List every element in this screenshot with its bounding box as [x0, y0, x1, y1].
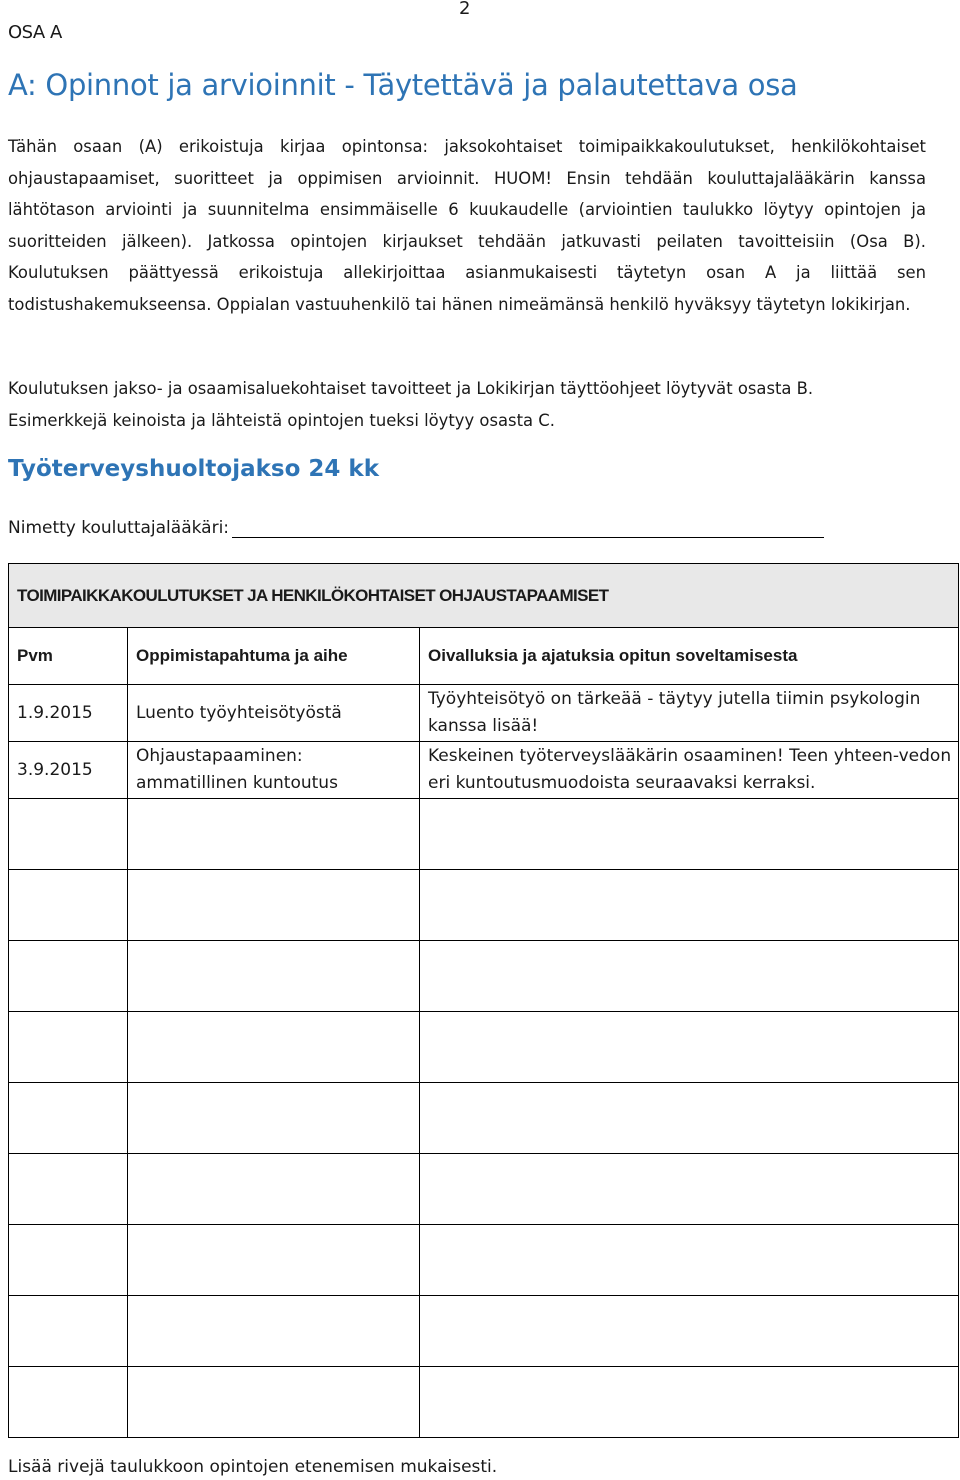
event-cell[interactable]: Luento työyhteisötyöstä: [128, 685, 420, 742]
table-row: [9, 941, 959, 1012]
event-cell[interactable]: [128, 1225, 420, 1296]
date-cell[interactable]: [9, 1225, 128, 1296]
insight-cell[interactable]: [420, 941, 959, 1012]
insight-cell[interactable]: Työyhteisötyö on tärkeää - täytyy jutella tiimin psykologin kanssa lisää!: [420, 685, 959, 742]
trainer-label: Nimetty kouluttajalääkäri:: [8, 518, 230, 538]
info-block: [8, 373, 938, 436]
column-header-event: Oppimistapahtuma ja aihe: [128, 628, 420, 685]
table-row: [9, 685, 959, 742]
event-cell[interactable]: [128, 1296, 420, 1367]
info-line-examples: Esimerkkejä keinoista ja lähteistä opintojen tueksi löytyy osasta C.: [8, 410, 555, 430]
table-row: [9, 1083, 959, 1154]
insight-cell[interactable]: [420, 1225, 959, 1296]
table-footnote: Lisää rivejä taulukkoon opintojen etenemisen mukaisesti.: [8, 1457, 498, 1477]
event-cell[interactable]: [128, 799, 420, 870]
event-cell[interactable]: [128, 1154, 420, 1225]
date-cell[interactable]: [9, 870, 128, 941]
section-label: OSA A: [8, 22, 62, 43]
intro-paragraph: Tähän osaan (A) erikoistuja kirjaa opintonsa: jaksokohtaiset toimipaikkakoulutukset, henkilökohtaiset ohjaustapaamiset, suoritteet ja oppimisen arvioinnit. HUOM! Ensin tehdään kouluttajalääkärin kanssa lähtötason arviointi ja suunnitelma ensimmäiselle 6 kuukaudelle (arviointien taulukko löytyy opintojen ja suoritteiden jälkeen). Jatkossa opintojen kirjaukset tehdään jatkuvasti peilaten tavoitteisiin (Osa B). Koulutuksen päättyessä erikoistuja allekirjoittaa asianmukaisesti täytetyn osan A ja liittää sen todistushakemukseensa. Oppialan vastuuhenkilö tai hänen nimeämänsä henkilö hyväksyy täytetyn lokikirjan.: [8, 137, 926, 314]
insight-cell[interactable]: [420, 1296, 959, 1367]
training-log-table: [8, 563, 959, 1438]
event-cell[interactable]: [128, 1012, 420, 1083]
date-cell[interactable]: 3.9.2015: [9, 742, 128, 799]
date-cell[interactable]: [9, 941, 128, 1012]
insight-cell[interactable]: [420, 870, 959, 941]
table-row: [9, 1296, 959, 1367]
column-header-insight: Oivalluksia ja ajatuksia opitun soveltamisesta: [420, 628, 959, 685]
event-cell[interactable]: [128, 941, 420, 1012]
event-cell[interactable]: [128, 1367, 420, 1438]
table-row: [9, 1154, 959, 1225]
table-row: [9, 870, 959, 941]
page-title: A: Opinnot ja arvioinnit - Täytettävä ja palautettava osa: [8, 68, 798, 102]
info-line-objectives: Koulutuksen jakso- ja osaamisaluekohtaiset tavoitteet ja Lokikirjan täyttöohjeet löytyvät osasta B.: [8, 379, 814, 398]
trainer-name-field[interactable]: [232, 517, 824, 538]
table-row: [9, 1012, 959, 1083]
table-row: [9, 1225, 959, 1296]
column-header-date: Pvm: [9, 628, 128, 685]
trainer-field-row: [8, 517, 824, 538]
date-cell[interactable]: [9, 1083, 128, 1154]
insight-cell[interactable]: [420, 799, 959, 870]
insight-cell[interactable]: [420, 1367, 959, 1438]
table-title-row: [9, 564, 959, 628]
section-subheading: Työterveyshuoltojakso 24 kk: [8, 456, 379, 482]
date-cell[interactable]: [9, 1367, 128, 1438]
insight-cell[interactable]: Keskeinen työterveyslääkärin osaaminen! Teen yhteen-vedon eri kuntoutusmuodoista seuraavaksi kerraksi.: [420, 742, 959, 799]
insight-cell[interactable]: [420, 1083, 959, 1154]
date-cell[interactable]: [9, 1296, 128, 1367]
page-number: 2: [459, 0, 471, 19]
table-title: TOIMIPAIKKAKOULUTUKSET JA HENKILÖKOHTAISET OHJAUSTAPAAMISET: [9, 564, 959, 628]
table-header-row: [9, 628, 959, 685]
date-cell[interactable]: 1.9.2015: [9, 685, 128, 742]
insight-cell[interactable]: [420, 1154, 959, 1225]
insight-cell[interactable]: [420, 1012, 959, 1083]
date-cell[interactable]: [9, 1012, 128, 1083]
date-cell[interactable]: [9, 1154, 128, 1225]
table-row: [9, 742, 959, 799]
event-cell[interactable]: [128, 1083, 420, 1154]
table-row: [9, 1367, 959, 1438]
date-cell[interactable]: [9, 799, 128, 870]
table-row: [9, 799, 959, 870]
event-cell[interactable]: Ohjaustapaaminen: ammatillinen kuntoutus: [128, 742, 420, 799]
event-cell[interactable]: [128, 870, 420, 941]
